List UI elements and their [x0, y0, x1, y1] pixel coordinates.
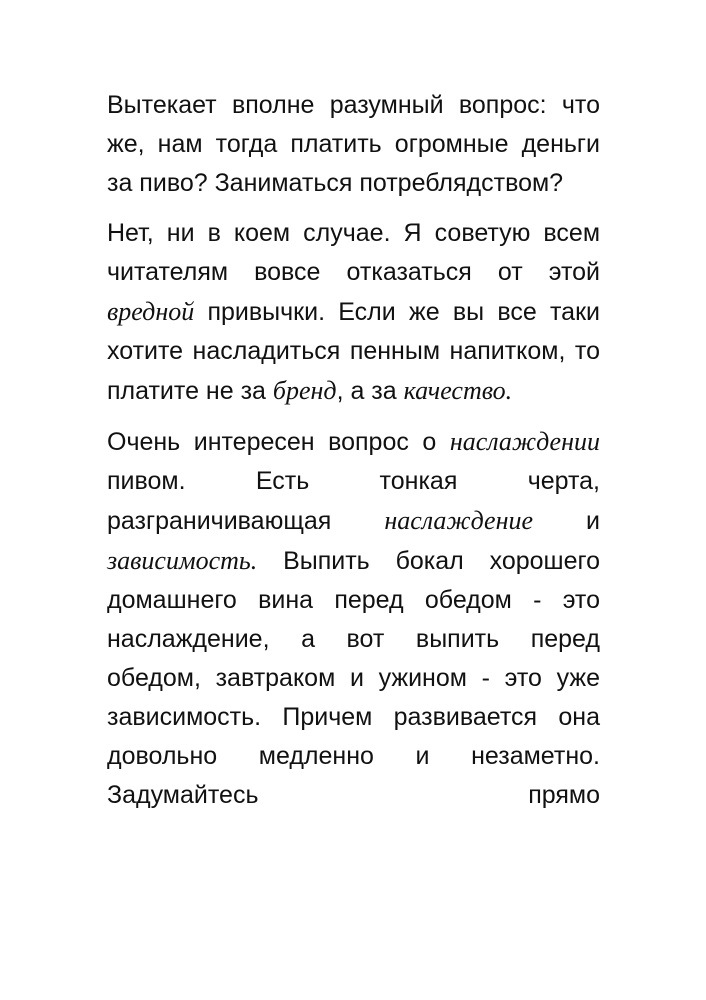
paragraph-pleasure — [107, 422, 600, 815]
advice-text-1: Нет, ни в коем случае. Я советую всем читателям вовсе отказаться от этой — [107, 219, 600, 286]
paragraph-question-text: Вытекает вполне разумный вопрос: что же, нам тогда платить огромные деньги за пиво? Заниматься потреблядством? — [107, 91, 600, 197]
pleasure-emphasis-addiction: зависимость. — [107, 546, 258, 575]
advice-text-3: , а за — [336, 377, 404, 405]
advice-emphasis-harmful: вредной — [107, 297, 195, 326]
advice-emphasis-brand: бренд — [272, 376, 337, 405]
document-page — [107, 86, 600, 826]
pleasure-emphasis-enjoyment: наслаждении — [449, 427, 600, 456]
pleasure-text-3: и — [533, 507, 600, 535]
pleasure-text-1: Очень интересен вопрос о — [107, 428, 450, 456]
paragraph-advice — [107, 214, 600, 411]
advice-text-2: привычки. Если же вы все таки хотите насладиться пенным напитком, то платите не за — [107, 298, 600, 405]
pleasure-emphasis-pleasure: наслаждение — [384, 506, 534, 535]
advice-emphasis-quality: качество. — [403, 376, 513, 405]
pleasure-text-4: Выпить бокал хорошего домашнего вина перед обедом - это наслаждение, а вот выпить перед обедом, завтраком и ужином - это уже зависимость. Причем развивается она довольно медленно и незаметно. Задумайтесь прямо — [107, 547, 600, 809]
pleasure-text-2: пивом. Есть тонкая черта, разграничивающая — [107, 467, 600, 535]
paragraph-question — [107, 86, 600, 203]
